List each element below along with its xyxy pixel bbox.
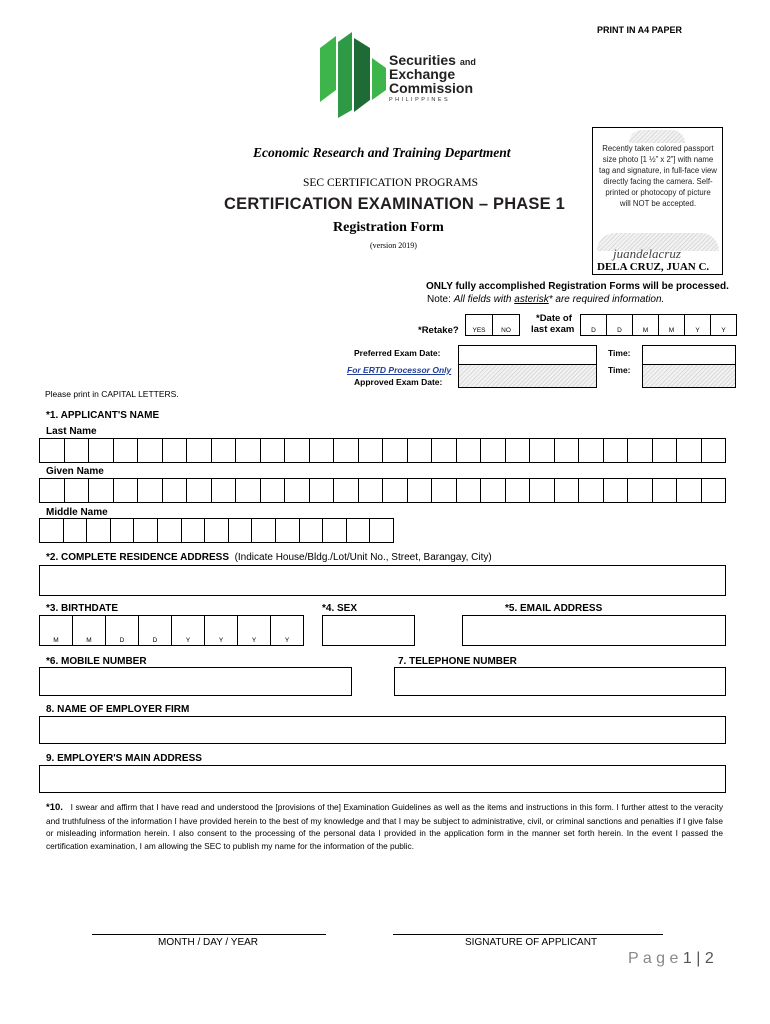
middle-name-cell[interactable] <box>251 518 276 543</box>
given-name-cell[interactable] <box>554 478 580 503</box>
retake-yes-box[interactable] <box>465 314 493 336</box>
birthdate-cell-label: D <box>119 637 125 644</box>
given-name-cell[interactable] <box>113 478 139 503</box>
given-name-cell[interactable] <box>358 478 384 503</box>
given-name-cell[interactable] <box>309 478 335 503</box>
birthdate-cell[interactable] <box>105 615 139 646</box>
given-name-cell[interactable] <box>88 478 114 503</box>
last-name-cell[interactable] <box>554 438 580 463</box>
form-title: Registration Form <box>333 220 444 235</box>
last-name-cell[interactable] <box>578 438 604 463</box>
last-name-cell[interactable] <box>235 438 261 463</box>
birthdate-cell[interactable] <box>237 615 271 646</box>
photo-silhouette-head-icon <box>629 130 685 143</box>
department-title: Economic Research and Training Department <box>253 145 511 160</box>
photo-instructions: Recently taken colored passport size photo [1 ½” x 2”] with name tag and signature, in full-face view directly facing the camera. Self-printed or photocopy of picture will NOT be accepted. <box>599 144 717 208</box>
given-name-cell[interactable] <box>701 478 727 503</box>
birthdate-cell-label: Y <box>251 637 257 644</box>
approved-date-label: Approved Exam Date: <box>354 377 443 387</box>
print-note: PRINT IN A4 PAPER <box>597 25 683 35</box>
preferred-time-label: Time: <box>608 348 631 358</box>
email-label: *5. EMAIL ADDRESS <box>505 603 603 614</box>
given-name-cell[interactable] <box>529 478 555 503</box>
retake-no-label: NO <box>501 327 511 334</box>
retake-no-box[interactable] <box>492 314 520 336</box>
last-name-cell[interactable] <box>652 438 678 463</box>
middle-name-cell[interactable] <box>299 518 324 543</box>
print-capital-note: Please print in CAPITAL LETTERS. <box>45 389 179 399</box>
birthdate-cell-label: M <box>53 637 59 644</box>
last-exam-date-cell-label: Y <box>721 327 726 334</box>
last-name-cell[interactable] <box>284 438 310 463</box>
retake-label: *Retake? <box>418 325 459 336</box>
middle-name-label: Middle Name <box>46 507 108 518</box>
employer-address-input[interactable] <box>39 765 726 793</box>
birthdate-cell[interactable] <box>138 615 172 646</box>
last-name-cell[interactable] <box>211 438 237 463</box>
birthdate-cell-label: Y <box>185 637 191 644</box>
given-name-cell[interactable] <box>39 478 65 503</box>
sex-label: *4. SEX <box>322 603 358 614</box>
logo-text-line3: Commission <box>389 80 474 96</box>
form-version: (version 2019) <box>370 241 417 250</box>
given-name-label: Given Name <box>46 466 104 477</box>
last-exam-date-cell-label: Y <box>695 327 700 334</box>
middle-name-cell[interactable] <box>110 518 135 543</box>
given-name-cell[interactable] <box>603 478 629 503</box>
address-input[interactable] <box>39 565 726 596</box>
last-exam-date-cell-label: D <box>617 327 622 334</box>
last-exam-date-cell[interactable] <box>606 314 633 336</box>
last-name-cell[interactable] <box>137 438 163 463</box>
photo-box[interactable] <box>592 127 723 275</box>
given-name-cell[interactable] <box>456 478 482 503</box>
applicant-signature-label: SIGNATURE OF APPLICANT <box>465 937 598 948</box>
birthdate-cell[interactable] <box>270 615 304 646</box>
last-exam-date-cell[interactable] <box>580 314 607 336</box>
sec-logo-icon <box>318 30 388 118</box>
last-exam-label-2: last exam <box>531 324 575 335</box>
telephone-input[interactable] <box>394 667 726 696</box>
middle-name-cell[interactable] <box>39 518 64 543</box>
given-name-cell[interactable] <box>186 478 212 503</box>
last-name-cell[interactable] <box>627 438 653 463</box>
last-exam-date-cell-label: M <box>668 327 675 334</box>
last-name-cell[interactable] <box>382 438 408 463</box>
middle-name-cell[interactable] <box>322 518 347 543</box>
given-name-cell[interactable] <box>676 478 702 503</box>
telephone-label: 7. TELEPHONE NUMBER <box>398 656 517 667</box>
approved-time-label: Time: <box>608 365 631 375</box>
last-name-cell[interactable] <box>186 438 212 463</box>
last-exam-date-cell-label: D <box>591 327 596 334</box>
last-name-cell[interactable] <box>309 438 335 463</box>
employer-address-label: 9. EMPLOYER'S MAIN ADDRESS <box>46 753 202 764</box>
preferred-date-input[interactable] <box>458 345 597 365</box>
given-name-cell[interactable] <box>382 478 408 503</box>
approved-time-field <box>642 364 736 388</box>
given-name-cell[interactable] <box>333 478 359 503</box>
given-name-cell[interactable] <box>162 478 188 503</box>
last-name-cell[interactable] <box>39 438 65 463</box>
birthdate-cell-label: Y <box>218 637 224 644</box>
oath-paragraph: *10. I swear and affirm that I have read and understood the [provisions of the] Examination Guidelines as well as the items and instructions in this form. I further attest to the veracity and truthfulness of the information I have provided herein to the best of my knowledge and that I may be subject to administrative, civil, or criminal sanctions and penalties if I give false or misleading information herein. I also consent to the processing of the personal data I provided in the application form in the manner set forth herein. In the event I passed the certification examination, I am allowing the SEC to publish my name for the information of the public. <box>46 802 723 851</box>
address-label: *2. COMPLETE RESIDENCE ADDRESS (Indicate House/Bldg./Lot/Unit No., Street, Barangay, City) <box>46 552 492 563</box>
processor-only-label: For ERTD Processor Only <box>347 365 452 375</box>
given-name-cell[interactable] <box>627 478 653 503</box>
birthdate-cell[interactable] <box>171 615 205 646</box>
last-name-cell[interactable] <box>64 438 90 463</box>
given-name-cell[interactable] <box>431 478 457 503</box>
preferred-time-input[interactable] <box>642 345 736 365</box>
last-exam-date-cell[interactable] <box>658 314 685 336</box>
last-name-cell[interactable] <box>88 438 114 463</box>
birthdate-cell-label: D <box>152 637 158 644</box>
last-exam-date-cell[interactable] <box>684 314 711 336</box>
last-name-cell[interactable] <box>113 438 139 463</box>
last-name-cell[interactable] <box>456 438 482 463</box>
middle-name-cell[interactable] <box>133 518 158 543</box>
email-input[interactable] <box>462 615 726 646</box>
birthdate-cell[interactable] <box>204 615 238 646</box>
mobile-input[interactable] <box>39 667 352 696</box>
middle-name-cell[interactable] <box>181 518 206 543</box>
middle-name-cell[interactable] <box>369 518 394 543</box>
birthdate-cell[interactable] <box>72 615 106 646</box>
applicant-signature-line[interactable] <box>393 934 663 935</box>
last-name-cell[interactable] <box>358 438 384 463</box>
birthdate-cell-label: M <box>86 637 92 644</box>
last-name-cell[interactable] <box>480 438 506 463</box>
middle-name-cell[interactable] <box>86 518 111 543</box>
sample-name-tag: DELA CRUZ, JUAN C. <box>597 261 710 273</box>
last-exam-date-cell-label: M <box>642 327 649 334</box>
last-name-cell[interactable] <box>505 438 531 463</box>
mobile-label: *6. MOBILE NUMBER <box>46 656 147 667</box>
logo-text-line2: Exchange <box>389 66 456 82</box>
last-name-cell[interactable] <box>162 438 188 463</box>
middle-name-cell[interactable] <box>63 518 88 543</box>
given-name-cell[interactable] <box>578 478 604 503</box>
birthdate-cell[interactable] <box>39 615 73 646</box>
given-name-cell[interactable] <box>407 478 433 503</box>
given-name-cell[interactable] <box>211 478 237 503</box>
middle-name-cell[interactable] <box>275 518 300 543</box>
last-name-cell[interactable] <box>260 438 286 463</box>
preferred-date-label: Preferred Exam Date: <box>354 348 441 358</box>
notice-complete: ONLY fully accomplished Registration Forms will be processed. <box>426 281 729 292</box>
given-name-cell[interactable] <box>505 478 531 503</box>
logo-text-line1: Securities and <box>389 52 476 68</box>
given-name-cell[interactable] <box>652 478 678 503</box>
employer-input[interactable] <box>39 716 726 744</box>
given-name-cell[interactable] <box>480 478 506 503</box>
birthdate-cell-label: Y <box>284 637 290 644</box>
logo-text-line4: P H I L I P P I N E S <box>389 97 449 103</box>
given-name-cell[interactable] <box>137 478 163 503</box>
last-name-cell[interactable] <box>701 438 727 463</box>
last-name-label: Last Name <box>46 426 97 437</box>
last-name-cell[interactable] <box>431 438 457 463</box>
middle-name-cell[interactable] <box>204 518 229 543</box>
date-signature-line[interactable] <box>92 934 326 935</box>
last-name-cell[interactable] <box>603 438 629 463</box>
middle-name-cell[interactable] <box>346 518 371 543</box>
applicant-name-section: *1. APPLICANT'S NAME <box>46 410 160 421</box>
last-name-cell[interactable] <box>676 438 702 463</box>
exam-title: CERTIFICATION EXAMINATION – PHASE 1 <box>224 195 565 213</box>
last-exam-label-1: *Date of <box>536 313 572 324</box>
notice-required: Note: All fields with asterisk* are required information. <box>427 294 665 305</box>
given-name-cell[interactable] <box>235 478 261 503</box>
last-name-cell[interactable] <box>333 438 359 463</box>
page-number: P a g e 1 | 2 <box>628 950 714 967</box>
last-exam-date-cell[interactable] <box>632 314 659 336</box>
retake-yes-label: YES <box>472 327 486 334</box>
middle-name-cell[interactable] <box>157 518 182 543</box>
last-name-cell[interactable] <box>407 438 433 463</box>
approved-date-field <box>458 364 597 388</box>
last-name-cell[interactable] <box>529 438 555 463</box>
sex-input[interactable] <box>322 615 415 646</box>
middle-name-cell[interactable] <box>228 518 253 543</box>
given-name-cell[interactable] <box>64 478 90 503</box>
given-name-cell[interactable] <box>260 478 286 503</box>
program-title: SEC CERTIFICATION PROGRAMS <box>303 177 479 189</box>
employer-label: 8. NAME OF EMPLOYER FIRM <box>46 704 190 715</box>
date-signature-label: MONTH / DAY / YEAR <box>158 937 259 948</box>
birthdate-label: *3. BIRTHDATE <box>46 603 119 614</box>
last-exam-date-cell[interactable] <box>710 314 737 336</box>
given-name-cell[interactable] <box>284 478 310 503</box>
sample-signature: juandelacruz <box>613 246 681 261</box>
